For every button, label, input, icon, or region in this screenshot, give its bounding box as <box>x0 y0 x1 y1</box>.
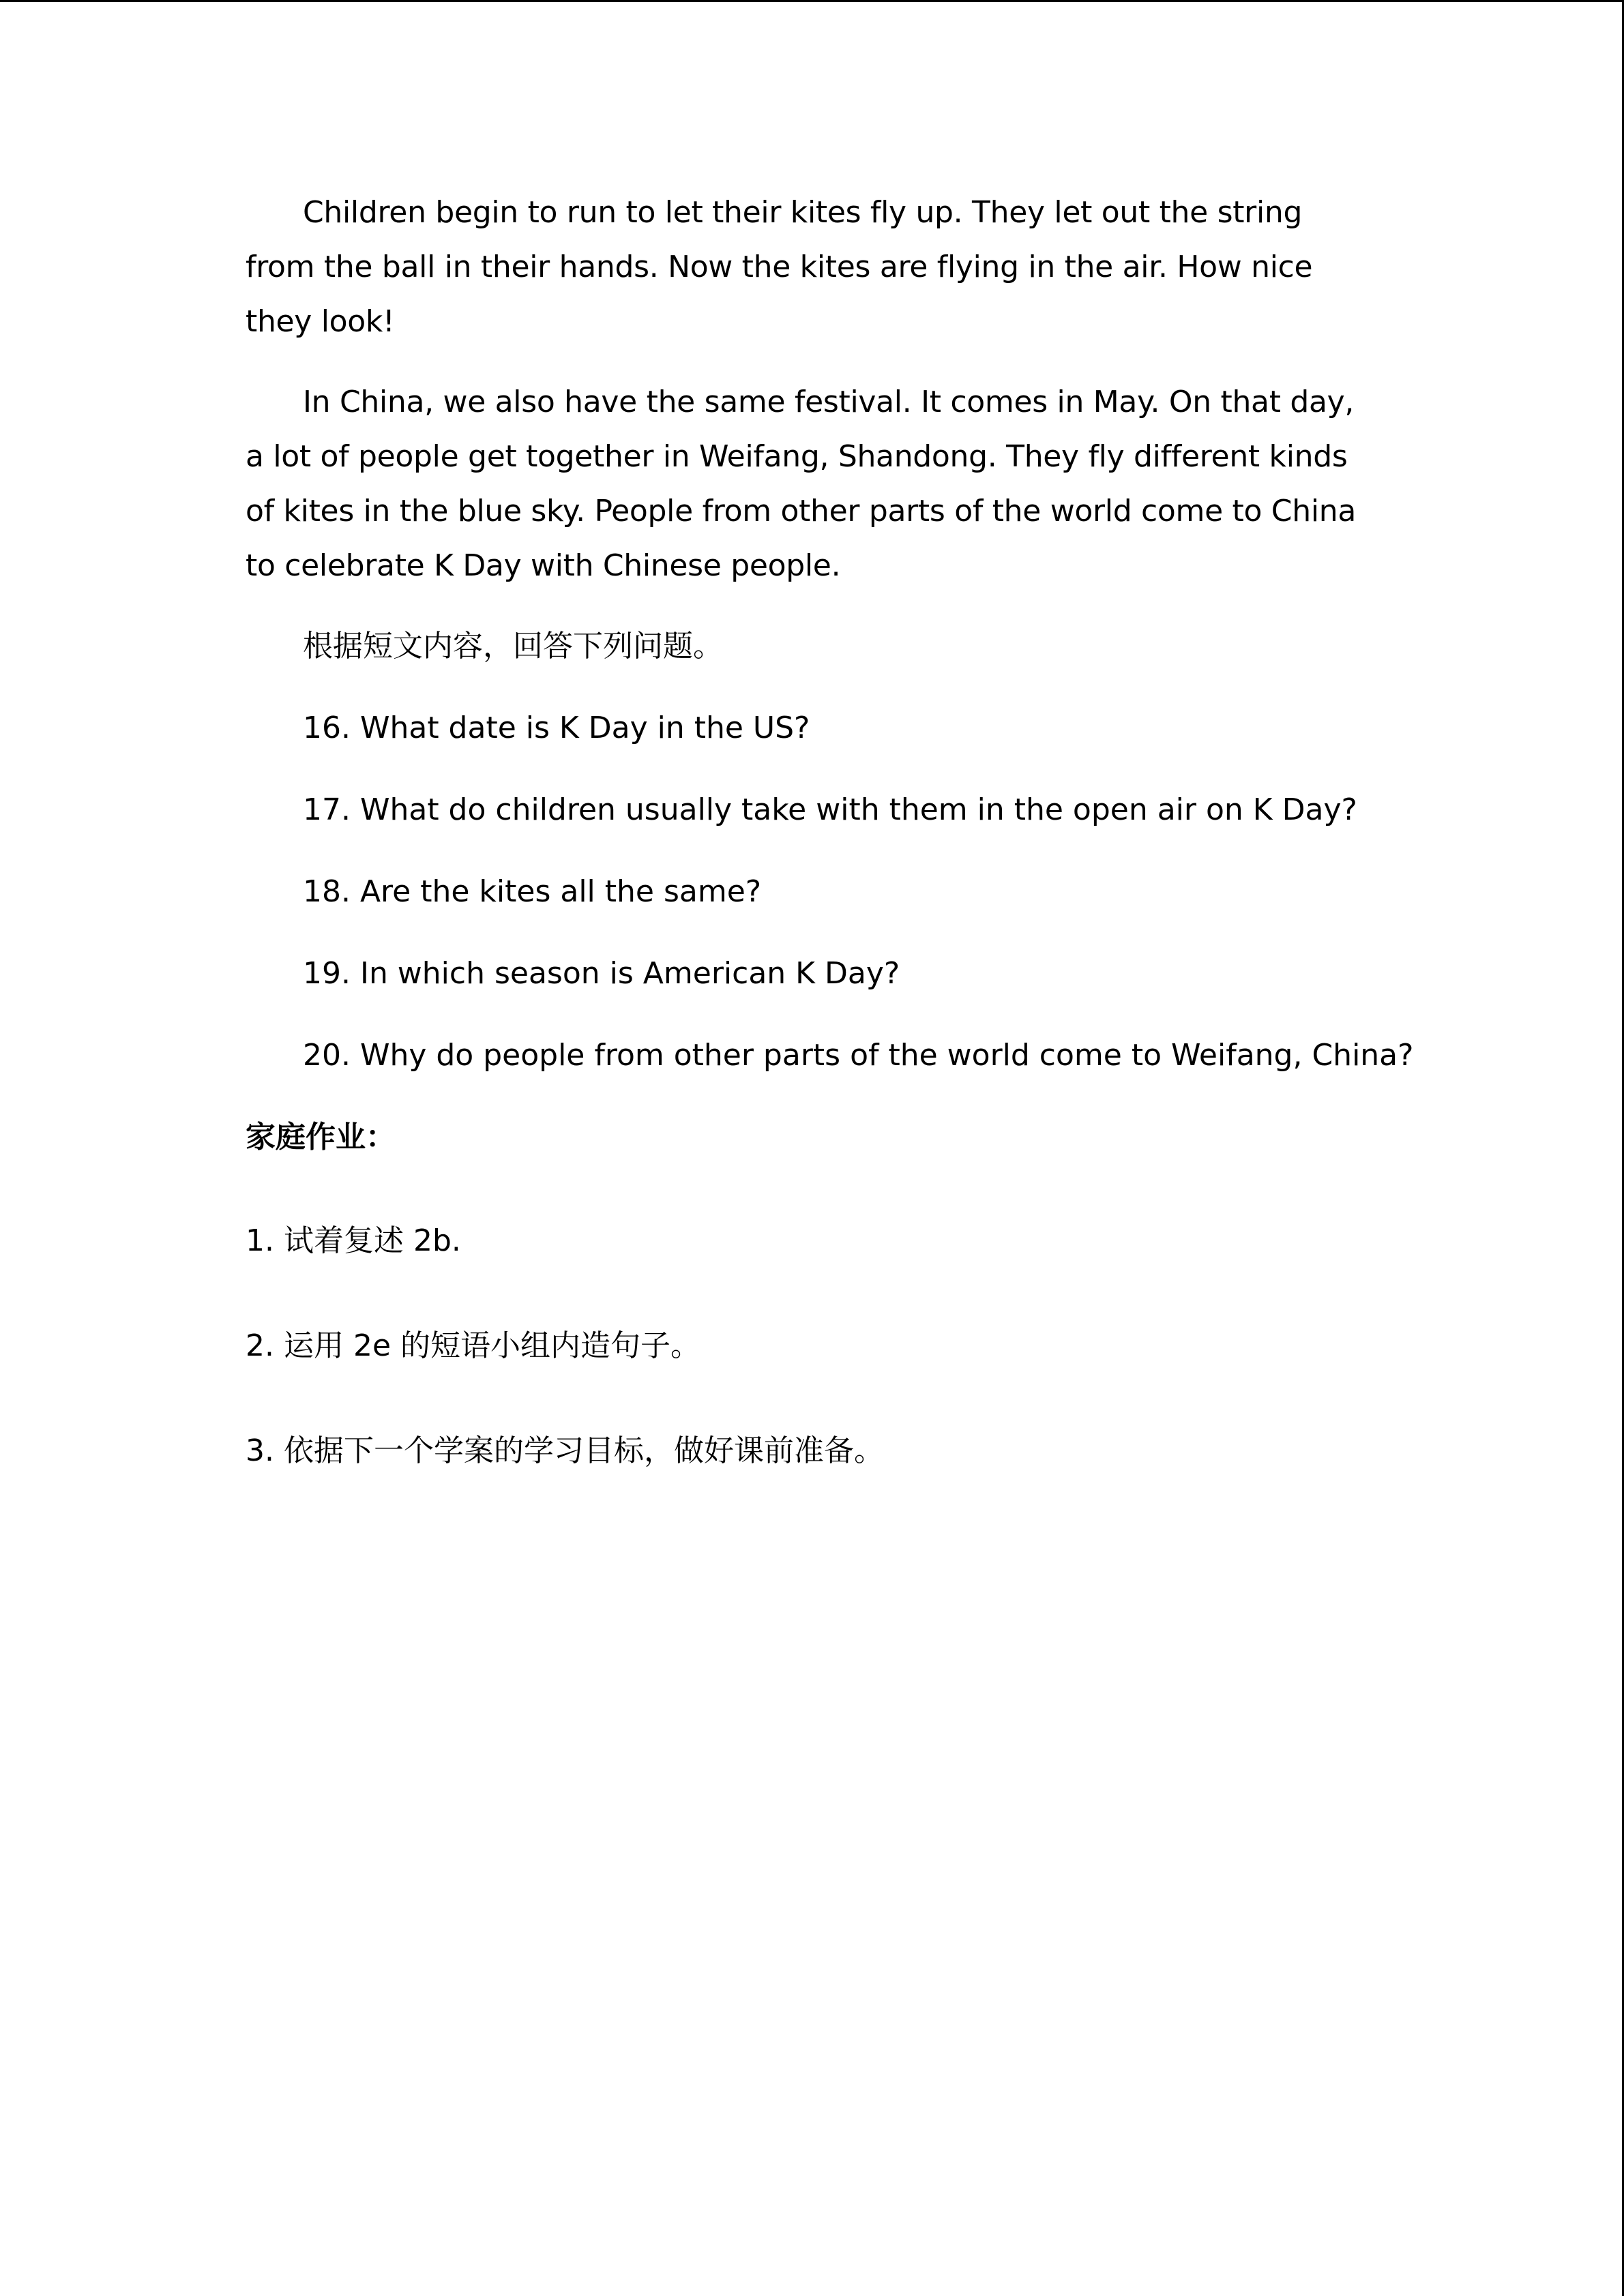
reading-paragraph-1: Children begin to run to let their kites fly up. They let out the string from the ball in their hands. Now the kites are flying in the air. How nice they look! <box>246 195 1313 339</box>
homework-item-1: 1. 试着复述 2b. <box>246 1223 461 1258</box>
question-18: 18. Are the kites all the same? <box>303 874 762 909</box>
homework-item-3: 3. 依据下一个学案的学习目标，做好课前准备。 <box>246 1433 884 1468</box>
homework-item-2: 2. 运用 2e 的短语小组内造句子。 <box>246 1328 701 1363</box>
question-17: 17. What do children usually take with them in the open air on K Day? <box>303 792 1357 827</box>
page-border-top <box>0 0 1624 2</box>
homework-title: 家庭作业： <box>246 1120 396 1154</box>
question-16: 16. What date is K Day in the US? <box>303 711 810 745</box>
question-20: 20. Why do people from other parts of the world come to Weifang, China? <box>303 1038 1414 1073</box>
document-body <box>246 185 1414 1529</box>
question-instruction: 根据短文内容，回答下列问题。 <box>303 629 723 664</box>
reading-paragraph-2: In China, we also have the same festival. It comes in May. On that day, a lot of people get together in Weifang, Shandong. They fly different kinds of kites in the blue sky. People from other parts of the world come to China to celebrate K Day with Chinese people. <box>246 385 1356 583</box>
homework-list <box>246 1214 1378 1478</box>
question-list <box>246 701 1414 1083</box>
question-19: 19. In which season is American K Day? <box>303 956 900 991</box>
